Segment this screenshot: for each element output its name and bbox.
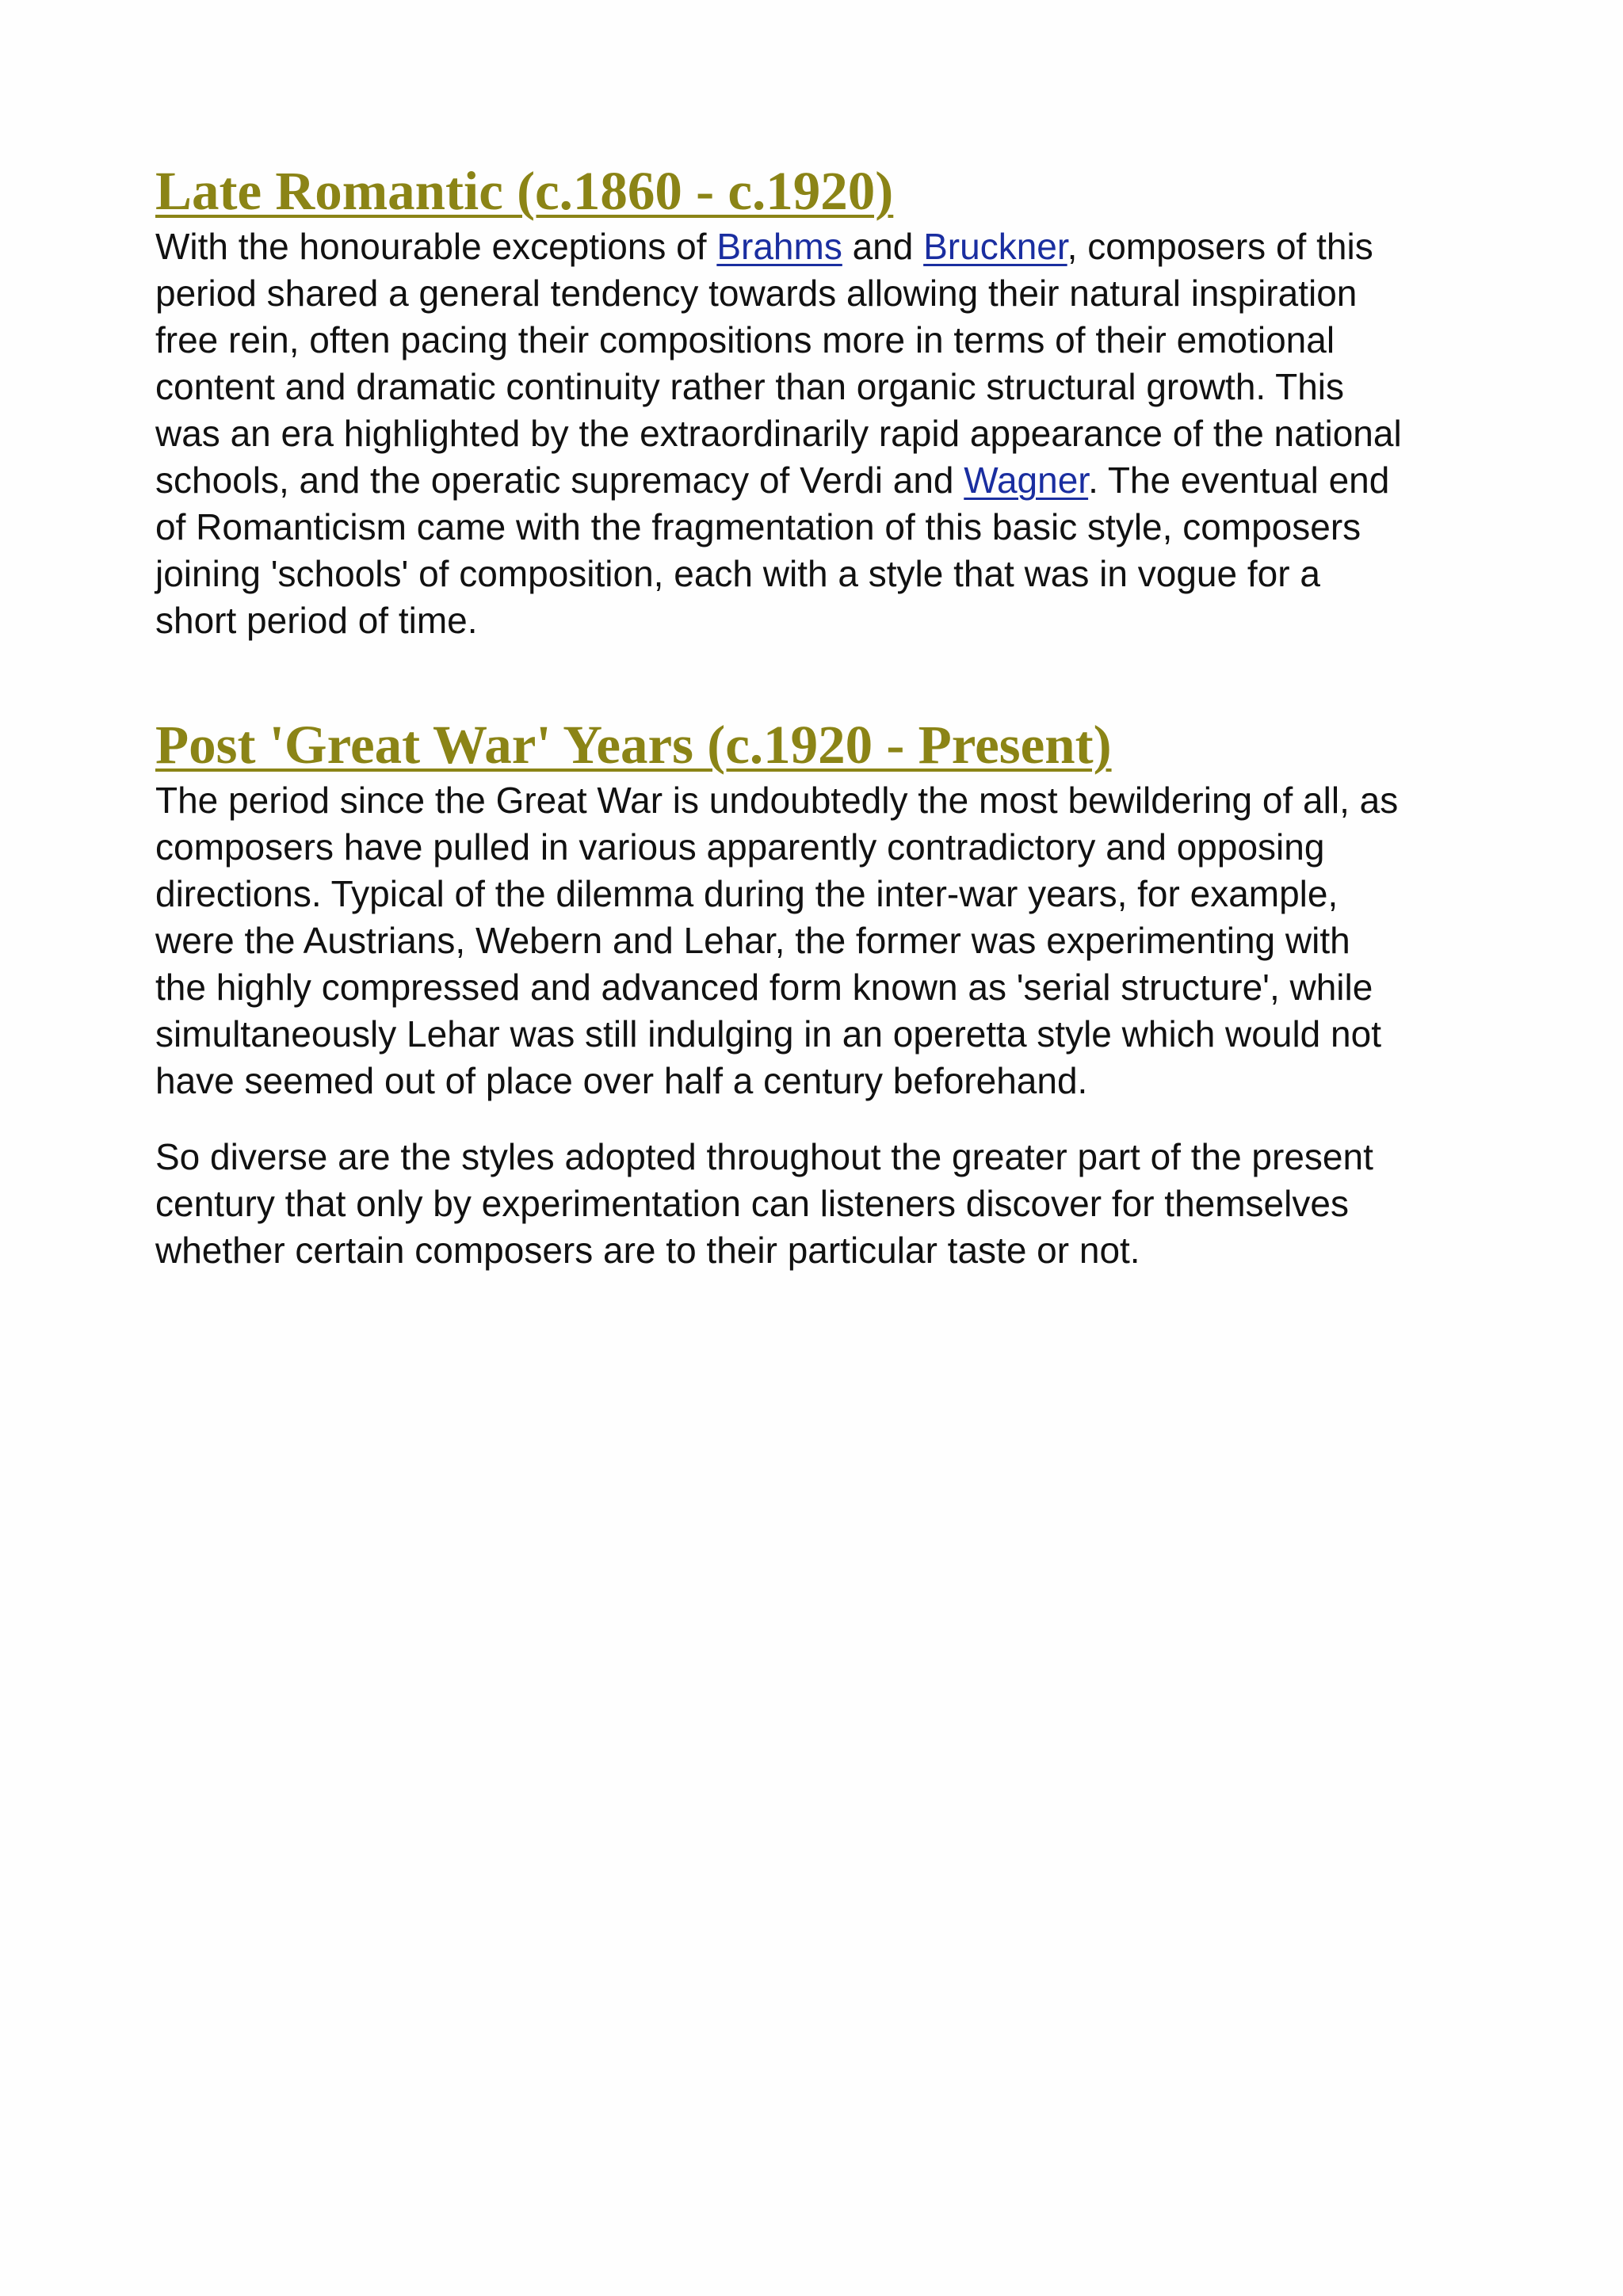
text-line: whether certain composers are to their particular taste or not. <box>155 1230 1140 1271</box>
text-line: was an era highlighted by the extraordinarily rapid appearance of the national <box>155 413 1402 454</box>
link-brahms[interactable]: Brahms <box>716 226 842 267</box>
text-line: directions. Typical of the dilemma during the inter-war years, for example, <box>155 873 1338 914</box>
text-line: free rein, often pacing their compositions more in terms of their emotional <box>155 319 1335 360</box>
text-line: have seemed out of place over half a century beforehand. <box>155 1060 1088 1101</box>
paragraph-post-great-war <box>155 777 1503 1104</box>
text-line: The period since the Great War is undoubtedly the most bewildering of all, as <box>155 780 1399 821</box>
section-late-romantic <box>155 158 1503 644</box>
text-line: So diverse are the styles adopted throughout the greater part of the present <box>155 1136 1373 1177</box>
text-line: of Romanticism came with the fragmentation of this basic style, composers <box>155 506 1361 547</box>
section-post-great-war <box>155 712 1503 1274</box>
text-fragment: and <box>842 226 924 267</box>
text-line: period shared a general tendency towards allowing their natural inspiration <box>155 273 1358 314</box>
text-line: joining 'schools' of composition, each with a style that was in vogue for a <box>155 553 1320 594</box>
text-line: the highly compressed and advanced form known as 'serial structure', while <box>155 967 1373 1008</box>
paragraph-late-romantic <box>155 223 1503 644</box>
text-line <box>155 223 1503 270</box>
text-fragment: With the honourable exceptions of <box>155 226 717 267</box>
paragraph-diverse-styles <box>155 1134 1503 1274</box>
text-fragment: schools, and the operatic supremacy of Verdi and <box>155 460 964 501</box>
text-line: were the Austrians, Webern and Lehar, the former was experimenting with <box>155 920 1350 961</box>
text-line: simultaneously Lehar was still indulging in an operetta style which would not <box>155 1013 1381 1055</box>
section-title-late-romantic[interactable]: Late Romantic (c.1860 - c.1920) <box>155 161 894 221</box>
link-bruckner[interactable]: Bruckner <box>923 226 1067 267</box>
text-line: content and dramatic continuity rather than organic structural growth. This <box>155 366 1345 407</box>
text-line <box>155 457 1503 504</box>
text-fragment: . The eventual end <box>1088 460 1390 501</box>
document-page <box>155 158 1503 1274</box>
text-fragment: , composers of this <box>1067 226 1373 267</box>
text-line: century that only by experimentation can listeners discover for themselves <box>155 1183 1349 1224</box>
text-line: composers have pulled in various apparently contradictory and opposing <box>155 826 1325 868</box>
link-wagner[interactable]: Wagner <box>964 460 1089 501</box>
text-line: short period of time. <box>155 600 478 641</box>
section-title-post-great-war[interactable]: Post 'Great War' Years (c.1920 - Present) <box>155 715 1112 775</box>
